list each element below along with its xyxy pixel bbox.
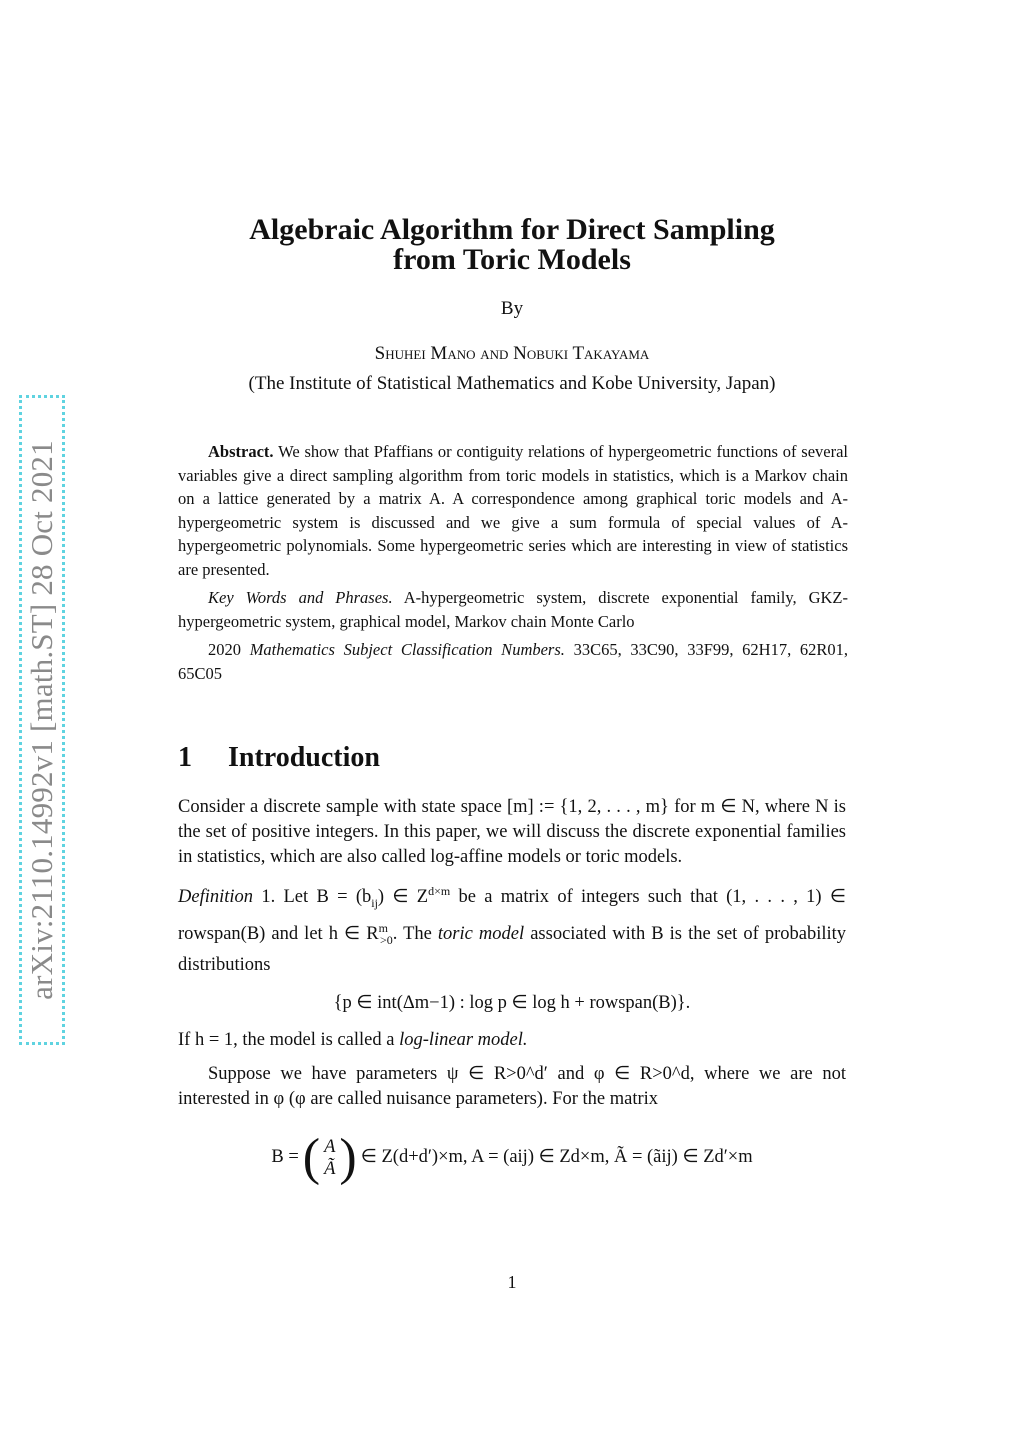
title-line-1: Algebraic Algorithm for Direct Sampling bbox=[249, 213, 775, 246]
by-line: By bbox=[500, 298, 524, 319]
paragraph-4: Suppose we have parameters ψ ∈ R>0^d′ and φ ∈ R>0^d, where we are not interested in φ (φ are called nuisance parameters). For the matrix bbox=[178, 1063, 846, 1109]
title-line-2: from Toric Models bbox=[393, 243, 631, 276]
abstract-paragraph bbox=[178, 440, 848, 581]
msc-year: 2020 bbox=[208, 640, 241, 659]
equation-lhs: B = bbox=[271, 1147, 299, 1168]
definition-text-a: Let B = (b bbox=[283, 887, 372, 908]
display-equation-1: {p ∈ int(Δm−1) : log p ∈ log h + rowspan(B)}. bbox=[333, 992, 691, 1013]
affiliation: (The Institute of Statistical Mathematics and Kobe University, Japan) bbox=[248, 373, 776, 394]
toric-model-term: toric model bbox=[437, 924, 525, 944]
msc-label: Mathematics Subject Classification Numbers. bbox=[249, 640, 565, 659]
body-text bbox=[178, 795, 846, 1184]
section-title: Introduction bbox=[228, 742, 380, 773]
msc-classification bbox=[178, 638, 848, 685]
definition-label: Definition bbox=[178, 887, 254, 908]
equation-rhs: ∈ Z(d+d′)×m, A = (aij) ∈ Zd×m, Ã = (ãij) ∈ Zd′×m bbox=[360, 1147, 753, 1168]
display-equation-2 bbox=[178, 1128, 846, 1186]
definition-text-d: . The bbox=[392, 924, 432, 944]
keywords-label: Key Words and Phrases. bbox=[208, 588, 393, 607]
msc-codes: 33C65, 33C90, 33F99, 62H17, 62R01, 65C05 bbox=[178, 640, 849, 683]
block-matrix: ( A Ã ) bbox=[302, 1128, 357, 1186]
page-number: 1 bbox=[507, 1272, 517, 1292]
section-number: 1 bbox=[178, 742, 192, 773]
keywords-text: A-hypergeometric system, discrete exponential family, GKZ-hypergeometric system, graphical model, Markov chain Monte Carlo bbox=[178, 588, 849, 631]
keywords bbox=[178, 586, 848, 633]
paper-title bbox=[180, 215, 844, 275]
definition-1: Definition 1. Let $B = (b_{ij})$ ∈ $Z^{d\times m}$ be a matrix of integers such that (1, . . . , 1) ∈ rowspan(B) and let h ∈ $R^m_{>0}$. The toric model associated with B is the set of probability distributions bbox=[178, 884, 847, 975]
arxiv-stamp bbox=[19, 395, 65, 1045]
paragraph-3-text: If h = 1, the model is called a bbox=[178, 1029, 395, 1050]
definition-text-e: associated with B is the set of probability distributions bbox=[178, 924, 847, 975]
abstract-text: We show that Pfaffians or contiguity relations of hypergeometric functions of several variables give a direct sampling algorithm from toric models in statistics, which is a Markov chain on a lattice generated by a matrix A. A correspondence among graphical toric models and A-hypergeometric system is discussed and we give a sum formula of special values of A-hypergeometric polynomials. Some hypergeometric series which are interesting in view of statistics are presented. bbox=[178, 442, 849, 579]
paragraph-3 bbox=[178, 1028, 846, 1053]
log-linear-term: log-linear model. bbox=[399, 1029, 528, 1050]
abstract-label: Abstract. bbox=[208, 442, 274, 461]
arxiv-id: arXiv:2110.14992v1 [math.ST] 28 Oct 2021 bbox=[24, 440, 59, 1000]
definition-text-b: ) ∈ Z bbox=[377, 887, 429, 908]
paragraph-1: Consider a discrete sample with state space [m] := {1, 2, . . . , m} for m ∈ N, where N is the set of positive integers. In this paper, we will discuss the discrete exponential families in statistics, which are also called log-affine models or toric models. bbox=[178, 797, 846, 867]
authors: Shuhei Mano and Nobuki Takayama bbox=[374, 343, 650, 364]
matrix-top: A bbox=[324, 1136, 336, 1157]
section-heading bbox=[178, 742, 380, 774]
definition-number: 1. bbox=[261, 887, 276, 908]
matrix-bottom: Ã bbox=[324, 1158, 336, 1179]
abstract bbox=[178, 440, 848, 685]
definition-text-c: be a matrix of integers such that (1, . . . , 1) ∈ rowspan(B) and let h ∈ R bbox=[178, 887, 846, 944]
